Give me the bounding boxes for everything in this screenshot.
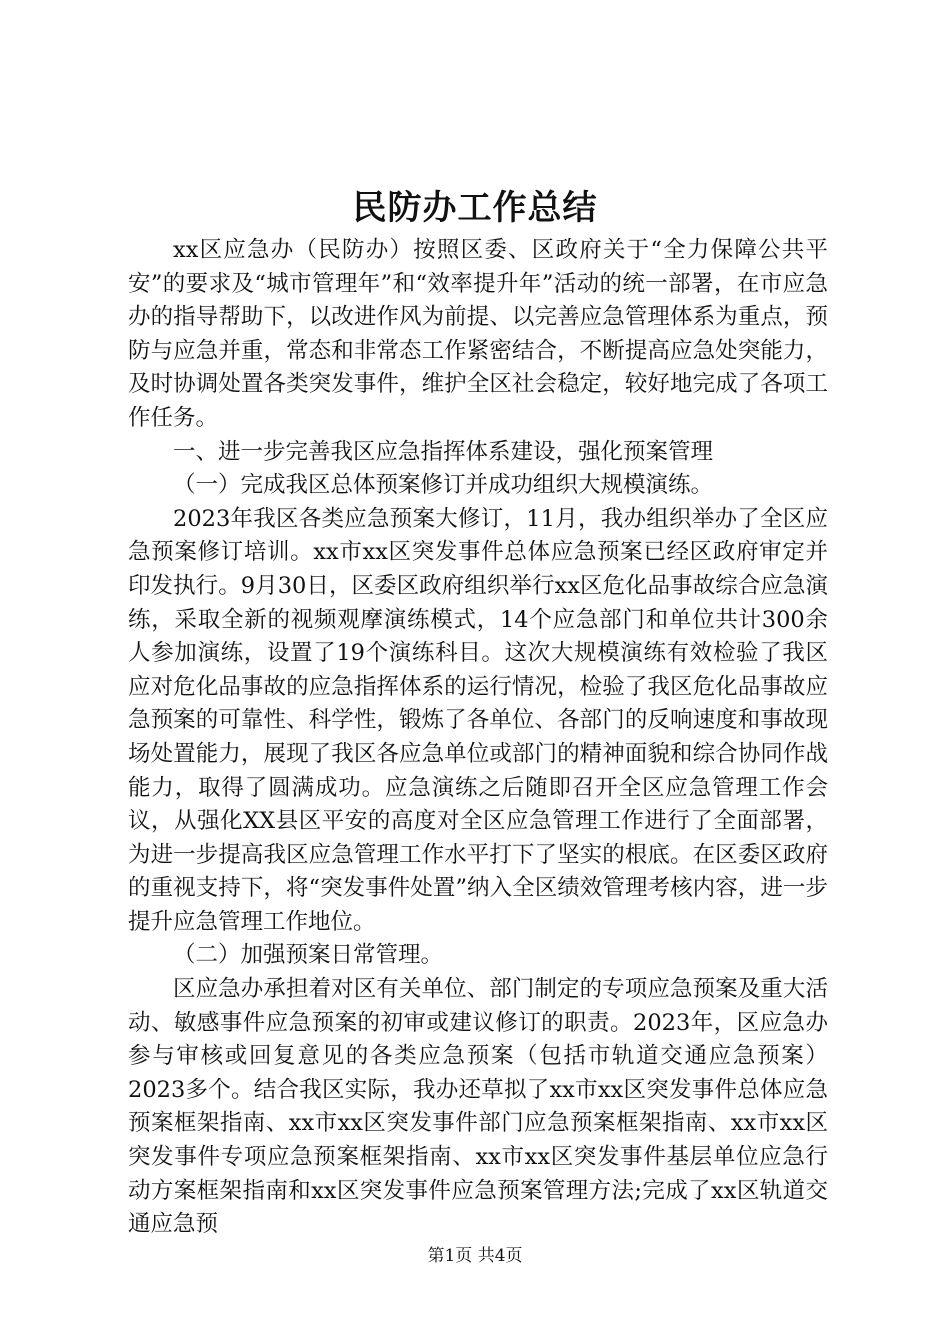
body-paragraph-2: 区应急办承担着对区有关单位、部门制定的专项应急预案及重大活动、敏感事件应急预案的初审或建议修订的职责。2023年，区应急办参与审核或回复意见的各类应急预案（包括市轨道交通应急预案）2023多个。结合我区实际，我办还草拟了xx市xx区突发事件总体应急预案框架指南、xx市xx区突发事件部门应急预案框架指南、xx市xx区突发事件专项应急预案框架指南、xx市xx区突发事件基层单位应急行动方案框架指南和xx区突发事件应急预案管理方法;完成了xx区轨道交通应急预: [128, 976, 828, 1238]
subsection-heading-1: （一）完成我区总体预案修订并成功组织大规模演练。: [173, 472, 714, 499]
document-body: [128, 234, 828, 1242]
intro-paragraph: xx区应急办（民防办）按照区委、区政府关于“全力保障公共平安”的要求及“城市管理年”和“效率提升年”活动的统一部署，在市应急办的指导帮助下，以改进作风为前提、以完善应急管理体系为重点，预防与应急并重，常态和非常态工作紧密结合，不断提高应急处突能力，及时协调处置各类突发事件，维护全区社会稳定，较好地完成了各项工作任务。: [128, 237, 828, 431]
subsection-heading-2: （二）加强预案日常管理。: [173, 942, 444, 969]
section-heading-1: 一、进一步完善我区应急指挥体系建设，强化预案管理: [173, 438, 714, 465]
document-title: 民防办工作总结: [352, 188, 598, 228]
page-number-footer: 第1页 共4页: [427, 1246, 523, 1266]
body-paragraph-1: 2023年我区各类应急预案大修订，11月，我办组织举办了全区应急预案修订培训。xx市xx区突发事件总体应急预案已经区政府审定并印发执行。9月30日，区委区政府组织举行xx区危化品事故综合应急演练，采取全新的视频观摩演练模式，14个应急部门和单位共计300余人参加演练，设置了19个演练科目。这次大规模演练有效检验了我区应对危化品事故的应急指挥体系的运行情况，检验了我区危化品事故应急预案的可靠性、科学性，锻炼了各单位、各部门的反响速度和事故现场处置能力，展现了我区各应急单位或部门的精神面貌和综合协同作战能力，取得了圆满成功。应急演练之后随即召开全区应急管理工作会议，从强化XX县区平安的高度对全区应急管理工作进行了全面部署，为进一步提高我区应急管理工作水平打下了坚实的根底。在区委区政府的重视支持下，将“突发事件处置”纳入全区绩效管理考核内容，进一步提升应急管理工作地位。: [128, 505, 828, 935]
